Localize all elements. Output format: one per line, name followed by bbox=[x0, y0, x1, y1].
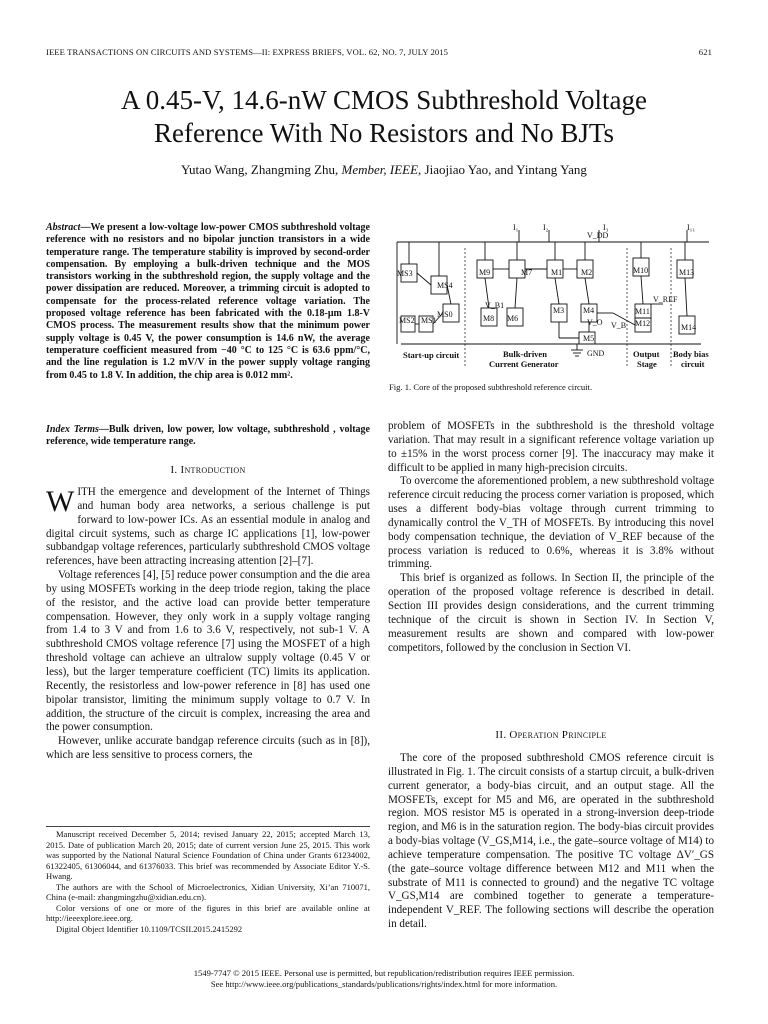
intro-paragraph-3: However, unlike accurate bandgap reference circuits (such as in [8]), which are less sensitive to process corners, the bbox=[46, 735, 370, 762]
label-m11: M11 bbox=[635, 307, 650, 316]
right-paragraph-1: problem of MOSFETs in the subthreshold is the threshold voltage variation. That may result in a significant reference voltage variation up to ±15% in the worst process corner [9]. The inaccuracy may make it difficult to be applied in many high-precision circuits. bbox=[388, 420, 714, 474]
index-terms-label: Index Terms bbox=[46, 424, 99, 435]
introduction-body bbox=[46, 486, 370, 763]
right-column-body bbox=[388, 420, 714, 655]
paper-title bbox=[30, 84, 738, 150]
label-m6: M6 bbox=[507, 314, 519, 323]
label-ms3: MS3 bbox=[397, 269, 413, 278]
label-m1: M1 bbox=[551, 268, 563, 277]
label-m9: M9 bbox=[479, 268, 491, 277]
label-ms4: MS4 bbox=[437, 281, 453, 290]
label-m7: M7 bbox=[521, 268, 533, 277]
section-2-title: Operation Principle bbox=[509, 729, 607, 741]
copyright-line-2: See http://www.ieee.org/publications_standards/publications/rights/index.html for more information. bbox=[210, 979, 558, 989]
abstract-text: —We present a low-voltage low-power CMOS subthreshold voltage reference with no resistors and no bipolar junction transistors in a wide temperature range. The temperature stability is improved by second-order compensation. By employing a bulk-driven technique and the MOS transistors working in the subthreshold region, the supply voltage and the power dissipation are reduced. Moreover, a trimming circuit is adopted to compensate for the process-related reference voltage variation. The proposed voltage reference has been fabricated with the 0.18-μm 1.8-V CMOS process. The measurement results show that the minimum power supply voltage is 0.45 V, the power consumption is 14.6 nW, the average temperature coefficient measured from −40 °C to 125 °C is 63.6 ppm/°C, and the line regulation is 1.2 mV/V in the power supply voltage ranging from 0.45 to 1.8 V. In addition, the chip area is 0.012 mm². bbox=[46, 222, 370, 381]
label-m14: M14 bbox=[681, 323, 697, 332]
abstract bbox=[46, 222, 370, 382]
block-bias-1: Body bias bbox=[673, 349, 709, 359]
authors-part-1: Yutao Wang, Zhangming Zhu, bbox=[181, 162, 342, 177]
section-2-number: II. bbox=[495, 729, 510, 741]
intro-paragraph-1-text: ITH the emergence and development of the Internet of Things and human body area networks, a serious challenge is put forward to low-power ICs. As an essential module in analog and digital circuit systems, such as charge IC applications [1], low-power subbandgap voltage references, particularly subthreshold CMOS voltage references, have been attracting increasing attention [2]–[7]. bbox=[46, 486, 370, 568]
operation-body bbox=[388, 752, 714, 932]
label-vb1: V_B1 bbox=[485, 301, 505, 310]
block-bulk-2: Current Generator bbox=[489, 359, 559, 369]
footnote-manuscript: Manuscript received December 5, 2014; revised January 22, 2015; accepted March 13, 2015. Date of publication March 20, 2015; date of current version June 25, 2015. This work was supported by the National Natural Science Foundation of China under Grants 61234002, 61322405, 61306044, and 61376033. This brief was recommended by Associate Editor Y.-S. Hwang. bbox=[46, 829, 370, 881]
running-header bbox=[46, 47, 712, 57]
index-terms-text: —Bulk driven, low power, low voltage, subthreshold , voltage reference, wide temperature range. bbox=[46, 424, 370, 448]
label-m2: M2 bbox=[581, 268, 593, 277]
label-ms2: MS2 bbox=[399, 316, 415, 325]
block-bias-2: circuit bbox=[681, 359, 705, 369]
label-m13: M13 bbox=[679, 268, 695, 277]
label-ms0: MS0 bbox=[437, 310, 453, 319]
label-vo: V_O bbox=[587, 318, 603, 327]
right-paragraph-2: To overcome the aforementioned problem, a new subthreshold voltage reference circuit reducing the process corner variation is proposed, which uses a different body-bias voltage through current trimming to dynamically control the V_TH of MOSFETs. By introducing this novel body compensation technique, the deviation of V_REF because of the process variation is reduced to 0.6%, whereas it is 3.8% without trimming. bbox=[388, 475, 714, 571]
block-output-1: Output bbox=[633, 349, 660, 359]
label-vref: V_REF bbox=[653, 295, 678, 304]
label-vb: V_B bbox=[611, 321, 627, 330]
drop-cap: W bbox=[46, 485, 75, 518]
label-i1: I₁ bbox=[513, 223, 519, 232]
label-gnd: GND bbox=[587, 349, 605, 358]
section-heading-introduction bbox=[46, 464, 370, 476]
title-line-1: A 0.45-V, 14.6-nW CMOS Subthreshold Voltage bbox=[120, 85, 648, 115]
figure-caption: Fig. 1. Core of the proposed subthreshold reference circuit. bbox=[389, 382, 593, 392]
block-output-2: Stage bbox=[637, 359, 657, 369]
page-number: 621 bbox=[698, 47, 712, 57]
footnotes bbox=[46, 826, 370, 934]
copyright-line-1: 1549-7747 © 2015 IEEE. Personal use is permitted, but republication/redistribution requires IEEE permission. bbox=[193, 968, 575, 978]
index-terms bbox=[46, 424, 370, 449]
authors-part-2: , Jiaojiao Yao, and Yintang Yang bbox=[418, 162, 587, 177]
title-line-2: Reference With No Resistors and No BJTs bbox=[154, 118, 614, 148]
label-i11: I₁₁ bbox=[687, 223, 696, 232]
author-list bbox=[30, 162, 738, 178]
label-m4: M4 bbox=[583, 306, 595, 315]
right-paragraph-3: This brief is organized as follows. In Section II, the principle of the operation of the proposed voltage reference is described in detail. Section III provides design considerations, and the current trimming technique of the circuit is shown in Section IV. In Section V, measurement results are shown and compared with low-power competitors, followed by the conclusion in Section VI. bbox=[388, 572, 714, 654]
label-vdd: V_DD bbox=[587, 231, 609, 240]
authors-member: Member, IEEE bbox=[341, 162, 419, 177]
section-1-number: I. bbox=[170, 464, 181, 476]
footnote-doi: Digital Object Identifier 10.1109/TCSII.2015.2415292 bbox=[56, 923, 243, 934]
section-1-title: Introduction bbox=[180, 464, 246, 476]
copyright-notice bbox=[30, 968, 738, 990]
intro-paragraph-1 bbox=[46, 486, 370, 569]
label-m10: M10 bbox=[633, 266, 649, 275]
operation-paragraph-1: The core of the proposed subthreshold CMOS reference circuit is illustrated in Fig. 1. The circuit consists of a startup circuit, a bulk-driven current generator, a body-bias circuit, and an output stage. All the MOSFETs, except for M5 and M6, are operated in the subthreshold region. MOS resistor M5 is operated in a strong-inversion deep-triode region, and M6 is in the saturation region. The body-bias circuit provides a body-bias voltage (V_GS,M14, i.e., the gate–source voltage of M14) to achieve temperature compensation. The positive TC voltage ΔV′_GS (the gate–source voltage difference between M12 and M11 when the substrate of M11 is connected to ground) and the negative TC voltage V_GS,M14 are combined together to generate a temperature-independent V_REF. The following sections will describe the operation in detail. bbox=[388, 752, 714, 931]
section-heading-operation bbox=[388, 729, 714, 741]
label-m12: M12 bbox=[635, 319, 651, 328]
label-i2: I₂ bbox=[543, 223, 549, 232]
label-i3: I₃ bbox=[603, 223, 609, 232]
journal-name: IEEE TRANSACTIONS ON CIRCUITS AND SYSTEMS—II: EXPRESS BRIEFS, VOL. 62, NO. 7, JULY 2015 bbox=[46, 47, 449, 57]
footnote-affiliation: The authors are with the School of Microelectronics, Xidian University, Xi’an 710071, China (e-mail: zhangmingzhu@xidian.edu.cn). bbox=[46, 881, 370, 902]
label-m5: M5 bbox=[583, 334, 595, 343]
abstract-label: Abstract bbox=[46, 222, 81, 233]
label-m3: M3 bbox=[553, 306, 565, 315]
circuit-schematic bbox=[391, 220, 713, 370]
label-ms1: MS1 bbox=[421, 316, 437, 325]
block-startup: Start-up circuit bbox=[403, 350, 460, 360]
label-m8: M8 bbox=[483, 314, 495, 323]
block-bulk-1: Bulk-driven bbox=[503, 349, 547, 359]
intro-paragraph-2: Voltage references [4], [5] reduce power consumption and the die area by using MOSFETs working in the deep triode region, taking the place of the resistor, and the active load can provide better temperature compensation. However, they only work in a supply voltage ranging from 1.4 to 3 V and from 1.6 to 3.6 V, respectively, not sub-1 V. A subthreshold CMOS voltage reference [7] using the MOSFET of a high threshold voltage can achieve an ultralow supply voltage (0.45 V or less), but the larger temperature coefficient (TC) limits its application. Recently, the resistorless and low-power reference in [8] has used one bipolar transistor, limiting the minimum supply voltage to 0.7 V. In addition, the structure of the circuit is complex, increasing the area and the power consumption. bbox=[46, 569, 370, 734]
footnote-color: Color versions of one or more of the figures in this brief are available online at http://ieeexplore.ieee.org. bbox=[46, 902, 370, 923]
